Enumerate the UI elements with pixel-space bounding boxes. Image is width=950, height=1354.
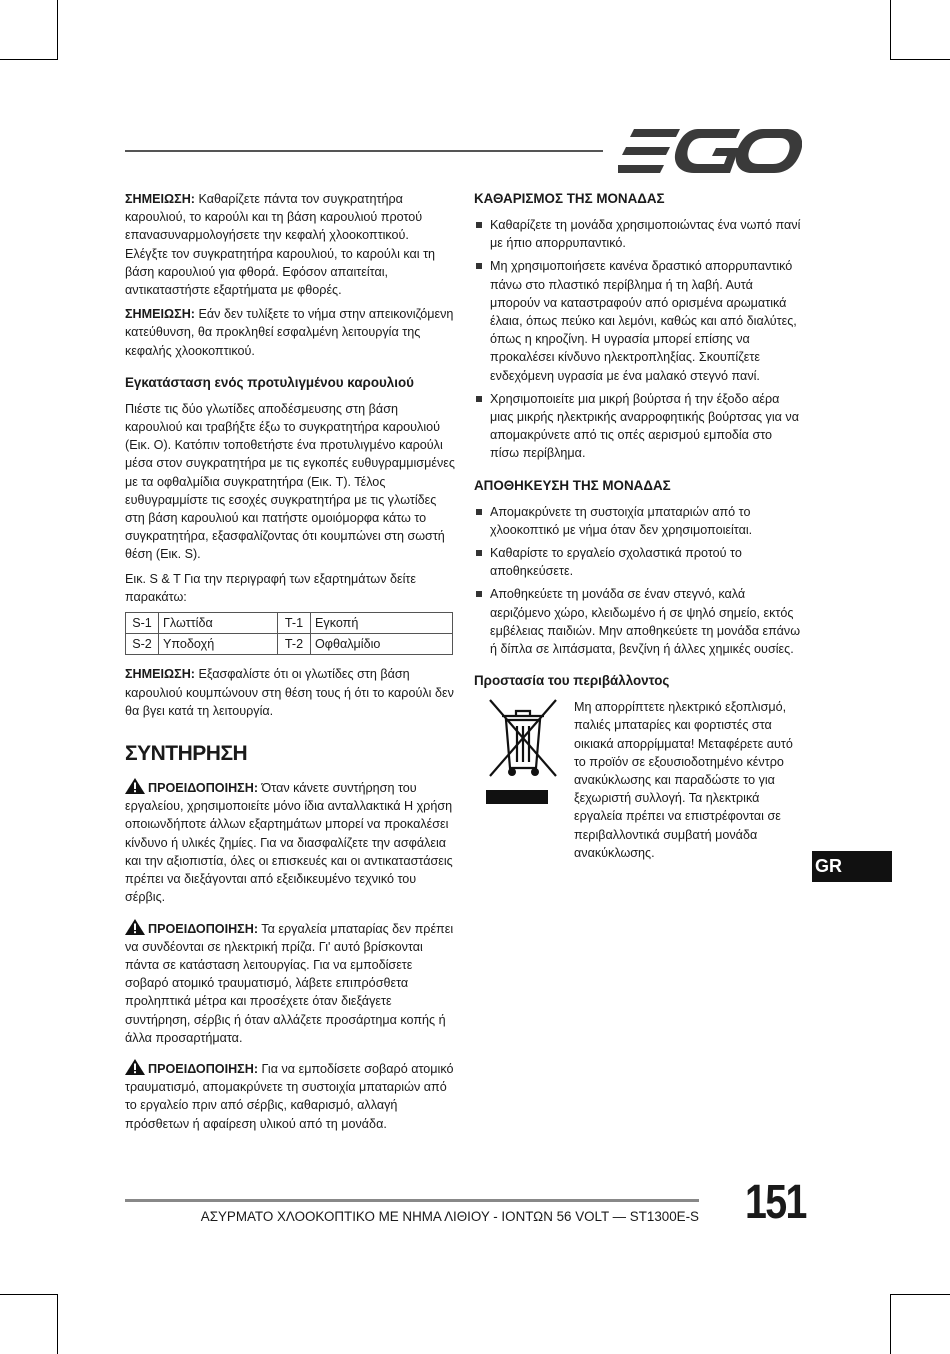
crop-mark xyxy=(890,0,891,60)
footer-title: ΑΣΥΡΜΑΤΟ ΧΛΟΟΚΟΠΤΙΚΟ ΜΕ ΝΗΜΑ ΛΙΘΙΟΥ - ΙΟΝΤΩΝ 56 VOLT — ST1300E-S xyxy=(200,1209,699,1224)
storage-heading: ΑΠΟΘΗΚΕΥΣΗ ΤΗΣ ΜΟΝΑΔΑΣ xyxy=(474,477,671,493)
note-text: Εξασφαλίστε ότι οι γλωτίδες στη βάση καρουλιού κουμπώνουν στη θέση τους ή ότι το καρούλι δεν θα βγει κατά τη λειτουργία. xyxy=(125,667,454,718)
crop-mark xyxy=(890,59,950,60)
install-heading: Εγκατάσταση ενός προτυλιγμένου καρουλιού xyxy=(125,374,414,390)
crossed-out-wheelie-bin-icon xyxy=(486,698,560,806)
crop-mark xyxy=(0,1294,58,1295)
warning-label: ΠΡΟΕΙΔΟΠΟΙΗΣΗ: xyxy=(148,921,259,936)
crop-mark xyxy=(57,0,58,60)
part-code: S-1 xyxy=(126,613,159,634)
storage-list xyxy=(474,503,804,659)
list-item: Αποθηκεύετε τη μονάδα σε έναν στεγνό, καλά αεριζόμενο χώρο, κλειδωμένο ή σε ψηλό σημείο, εκτός εμβέλειας παιδιών. Μην αποθηκεύετε τη μονάδα επάνω ή δίπλα σε λιπάσματα, βενζίνη ή άλλες χημικές ουσίες. xyxy=(474,585,804,658)
environment-text: Μη απορρίπτετε ηλεκτρικό εξοπλισμό, παλιές μπαταρίες και φορτιστές στα οικιακά απορρίμματα! Μεταφέρετε αυτό το προϊόν σε εξουσιοδοτημένο κέντρο ανακύκλωσης και παραδώστε το για ξεχωριστή συλλογή. Τα ηλεκτρικά εργαλεία πρέπει να επιστρέφονται σε περιβαλλοντικά συμβατή μονάδα ανακύκλωσης. xyxy=(574,700,793,860)
warning-text: Για να εμποδίσετε σοβαρό ατομικό τραυματισμό, απομακρύνετε τη συστοιχία μπαταριών από το εργαλείο πριν από σέρβις, καθαρισμό, αλλαγή πρόσθετων ή αφαίρεση υλικού από τη μονάδα. xyxy=(125,1061,454,1131)
install-text: Πιέστε τις δύο γλωτίδες αποδέσμευσης στη βάση καρουλιού και τραβήξτε έξω το συγκρατητήρα καρουλιού (Εικ. O). Κατόπιν τοποθετήστε ένα προτυλιγμένο καρούλι μέσα στον συγκρατητήρα με τις εγκοπές ευθυγραμμισμένες με τα οφθαλμίδια συγκρατητήρα (Εικ. T). Τέλος ευθυγραμμίστε τις εσοχές συγκρατητήρα με τις γλωτίδες στη βάση καρουλιού και πατήστε ομοιόμορφα κάτω το συγκρατητήρα, εξασφαλίζοντας ότι κουμπώνει στη σωστή θέση (Εικ. S). xyxy=(125,401,455,562)
part-name: Γλωττίδα xyxy=(159,613,278,634)
warning-triangle-icon xyxy=(125,1059,145,1075)
warning-text: Όταν κάνετε συντήρηση του εργαλείου, χρησιμοποιείτε μόνο ίδια ανταλλακτικά Η χρήση οποιωνδήποτε άλλων εξαρτημάτων μπορεί να προκαλέσει κίνδυνο ή υλικές ζημίες. Για να διασφαλίζετε την ασφάλεια και την αξιοπιστία, όλες οι επισκευές και οι αντικαταστάσεις πρέπει να διεξάγονται από εξειδικευμένο τεχνικό του σέρβις. xyxy=(125,781,453,905)
list-item: Χρησιμοποιείτε μια μικρή βούρτσα ή την έξοδο αέρα μιας μικρής ηλεκτρικής αναρροφητικής βούρτσας για να απομακρύνετε από τις οπές αερισμού εμποδία στο πίσω περίβλημα. xyxy=(474,390,804,463)
warning-remove-battery xyxy=(125,1059,455,1133)
left-column xyxy=(125,190,455,1139)
parts-intro: Εικ. S & T Για την περιγραφή των εξαρτημάτων δείτε παρακάτω: xyxy=(125,571,417,604)
warning-text: Τα εργαλεία μπαταρίας δεν πρέπει να συνδέονται σε ηλεκτρική πρίζα. Γι' αυτό βρίσκονται πάντα σε κατάσταση λειτουργίας. Για να εμποδίσετε σοβαρό ατομικό τραυματισμό, λάβετε επιπρόσθετα προληπτικά μέτρα και προσέχετε όταν διεξάγετε συντήρηση, σέρβις ή όταν αλλάζετε προσάρτημα κοπής ή άλλα προσαρτήματα. xyxy=(125,921,454,1045)
list-item: Μη χρησιμοποιήσετε κανένα δραστικό απορρυπαντικό πάνω στο πλαστικό περίβλημα ή τη λαβή. Αυτά μπορούν να καταστραφούν από ορισμένα αρωματικά έλαια, όπως πεύκο και λεμόνι, καθώς και από διαλύτες, όπως η κηροζίνη. Η υγρασία μπορεί επίσης να προκαλέσει κίνδυνο ηλεκτροπληξίας. Σκουπίζετε ενδεχόμενη υγρασία με ένα μαλακό στεγνό πανί. xyxy=(474,257,804,384)
note-label: ΣΗΜΕΙΩΣΗ: xyxy=(125,667,195,682)
ego-logo xyxy=(618,129,802,173)
list-item: Απομακρύνετε τη συστοιχία μπαταριών από το χλοοκοπτικό με νήμα όταν δεν χρησιμοποιείται. xyxy=(474,503,804,539)
part-code: S-2 xyxy=(126,634,159,655)
crop-mark xyxy=(0,59,58,60)
crop-mark xyxy=(890,1294,950,1295)
warning-triangle-icon xyxy=(125,778,145,794)
note-winding-direction xyxy=(125,305,455,360)
cleaning-list xyxy=(474,216,804,463)
note-label: ΣΗΜΕΙΩΣΗ: xyxy=(125,192,195,206)
warning-battery-tools xyxy=(125,919,455,1047)
note-label: ΣΗΜΕΙΩΣΗ: xyxy=(125,307,195,322)
note-tabs-locked xyxy=(125,665,455,720)
part-name: Υποδοχή xyxy=(159,634,278,655)
list-item: Καθαρίζετε τη μονάδα χρησιμοποιώντας ένα νωπό πανί με ήπιο απορρυπαντικό. xyxy=(474,216,804,252)
language-tab: GR xyxy=(812,851,892,882)
crop-mark xyxy=(890,1294,891,1354)
table-row xyxy=(126,634,453,655)
part-name: Οφθαλμίδιο xyxy=(311,634,453,655)
warning-triangle-icon xyxy=(125,919,145,935)
parts-table xyxy=(125,612,453,655)
maintenance-heading: ΣΥΝΤΗΡΗΣΗ xyxy=(125,742,248,766)
warning-genuine-parts xyxy=(125,778,455,906)
warning-label: ΠΡΟΕΙΔΟΠΟΙΗΣΗ: xyxy=(148,1061,259,1076)
crop-mark xyxy=(57,1294,58,1354)
environment-heading: Προστασία του περιβάλλοντος xyxy=(474,673,670,689)
note-text: Καθαρίζετε πάντα τον συγκρατητήρα καρουλιού, το καρούλι και τη βάση καρουλιού προτού επανασυναρμολογήσετε την κεφαλή χλοοκοπτικού. Ελέγξτε τον συγκρατητήρα καρουλιού, το καρούλι και τη βάση καρουλιού για φθορά. Εφόσον απαιτείται, αντικαταστήστε εξαρτήματα με φθορές. xyxy=(125,192,436,298)
footer-rule xyxy=(125,1199,699,1202)
note-spool-cleaning xyxy=(125,190,455,299)
page-number: 151 xyxy=(745,1176,806,1229)
list-item: Καθαρίστε το εργαλείο σχολαστικά προτού το αποθηκεύσετε. xyxy=(474,544,804,580)
header-rule xyxy=(125,150,603,152)
environment-section xyxy=(474,698,804,862)
part-name: Εγκοπή xyxy=(311,613,453,634)
cleaning-heading: ΚΑΘΑΡΙΣΜΟΣ ΤΗΣ ΜΟΝΑΔΑΣ xyxy=(474,191,665,206)
note-text: Εάν δεν τυλίξετε το νήμα στην απεικονιζόμενη κατεύθυνση, θα προκληθεί εσφαλμένη λειτουργία της κεφαλής χλοοκοπτικού. xyxy=(125,307,454,358)
right-column xyxy=(474,190,804,862)
table-row xyxy=(126,613,453,634)
part-code: T-2 xyxy=(278,634,311,655)
part-code: T-1 xyxy=(278,613,311,634)
warning-label: ΠΡΟΕΙΔΟΠΟΙΗΣΗ: xyxy=(148,781,259,796)
